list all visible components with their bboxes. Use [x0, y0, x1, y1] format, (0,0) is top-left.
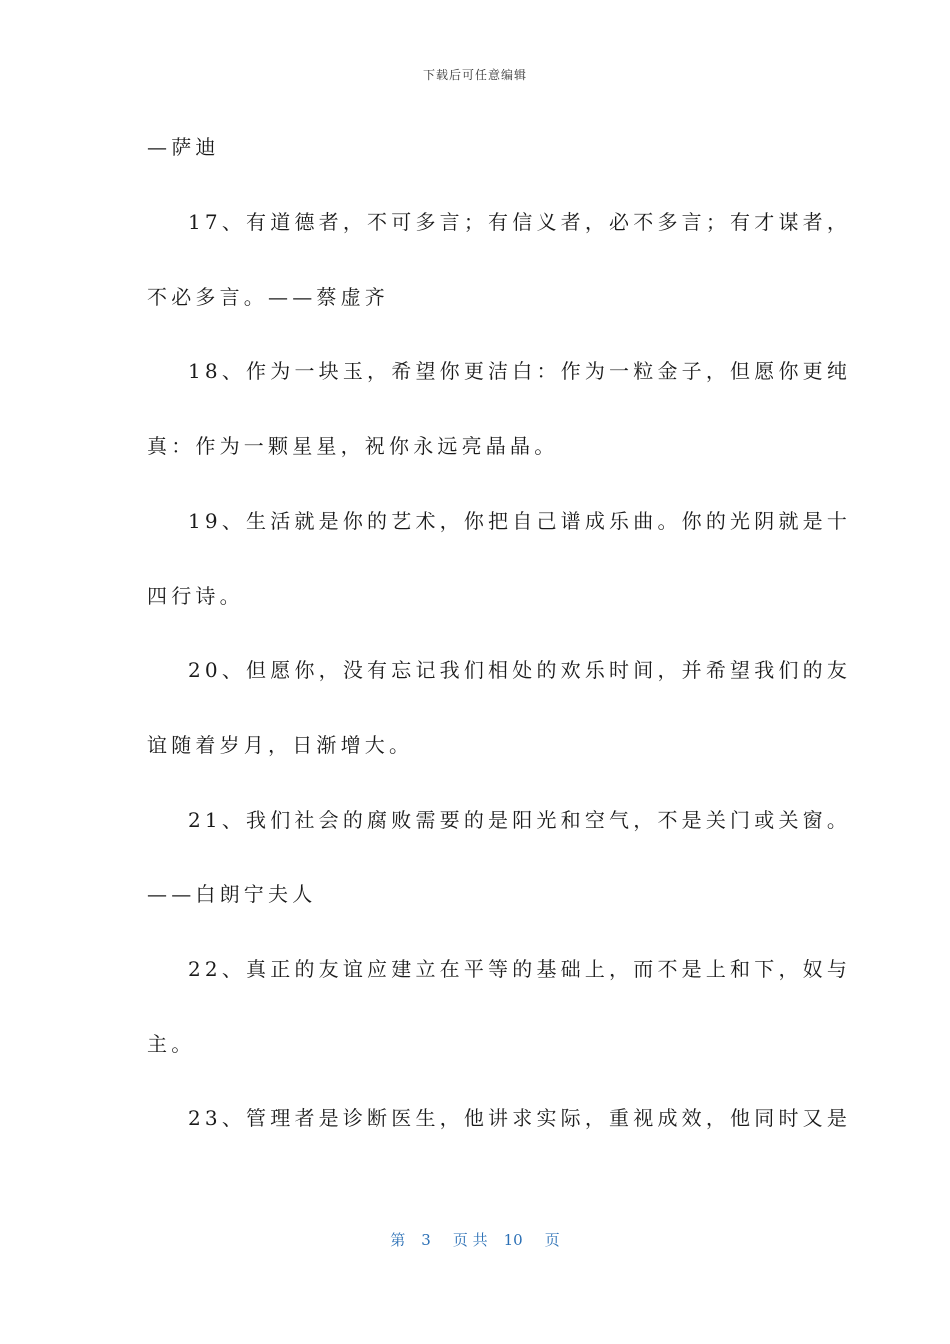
quote-17-line-2: 不必多言。——蔡虚齐 [147, 285, 389, 309]
quote-20-line-2: 谊随着岁月，日渐增大。 [147, 733, 414, 757]
page-footer [0, 1229, 950, 1250]
quote-18-line-1: 18、作为一块玉，希望你更洁白：作为一粒金子，但愿你更纯 [188, 359, 852, 383]
footer-middle: 页 共 [452, 1231, 488, 1249]
quote-21-line-1: 21、我们社会的腐败需要的是阳光和空气，不是关门或关窗。 [188, 808, 852, 832]
quote-23-line-1: 23、管理者是诊断医生，他讲求实际，重视成效，他同时又是 [188, 1106, 852, 1130]
footer-current-page: 3 [421, 1231, 431, 1249]
quote-19-line-2: 四行诗。 [147, 584, 244, 608]
footer-total-pages: 10 [503, 1231, 523, 1249]
quote-18-line-2: 真：作为一颗星星，祝你永远亮晶晶。 [147, 434, 559, 458]
quote-22-line-1: 22、真正的友谊应建立在平等的基础上，而不是上和下，奴与 [188, 957, 852, 981]
quote-19-line-1: 19、生活就是你的艺术，你把自己谱成乐曲。你的光阴就是十 [188, 509, 852, 533]
footer-suffix: 页 [544, 1231, 560, 1249]
quote-21-line-2: ——白朗宁夫人 [147, 882, 317, 906]
footer-prefix: 第 [390, 1231, 406, 1249]
quote-22-line-2: 主。 [147, 1032, 196, 1056]
quote-17-line-1: 17、有道德者，不可多言；有信义者，必不多言；有才谋者， [188, 210, 852, 234]
page-header: 下载后可任意编辑 [422, 68, 527, 82]
attribution-line: —萨迪 [147, 135, 220, 159]
quote-20-line-1: 20、但愿你，没有忘记我们相处的欢乐时间，并希望我们的友 [188, 658, 852, 682]
